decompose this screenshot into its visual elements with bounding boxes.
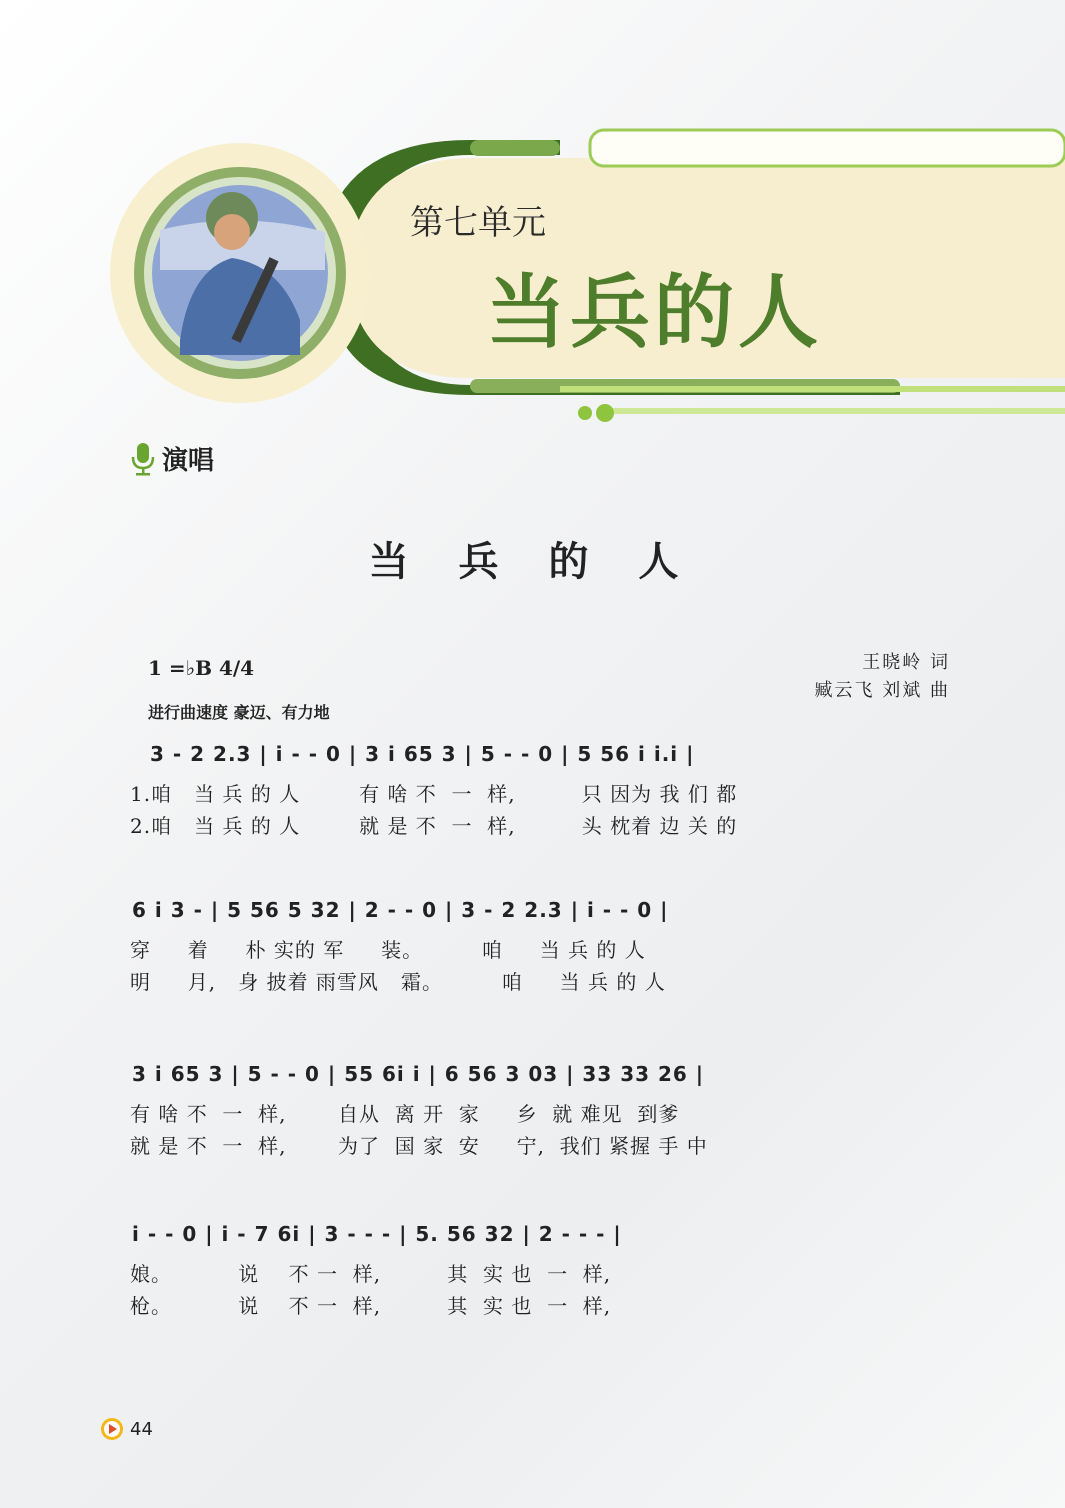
lyrics-line-2-verse-1: 穿 着 朴 实的 军 装。 咱 当 兵 的 人 bbox=[130, 938, 646, 962]
composer-credit: 臧云飞 刘斌 曲 bbox=[814, 680, 950, 701]
lyricist-credit: 王晓岭 词 bbox=[862, 652, 950, 673]
notation-line-2: 6 i 3 - | 5 56 5 32 | 2 - - 0 | 3 - 2 2.3 | i - - 0 | bbox=[132, 898, 669, 922]
unit-number: 第七单元 bbox=[410, 203, 546, 243]
lyrics-line-3-verse-1: 有 啥 不 一 样, 自从 离 开 家 乡 就 难见 到爹 bbox=[130, 1102, 680, 1126]
key-signature: 1 =♭B 4/4 bbox=[148, 656, 255, 680]
section-header bbox=[130, 440, 214, 477]
page-number: 44 bbox=[130, 1418, 153, 1440]
lyrics-line-1-verse-1: 1.咱 当 兵 的 人 有 啥 不 一 样, 只 因为 我 们 都 bbox=[130, 782, 738, 806]
notation-line-3: 3 i 65 3 | 5 - - 0 | 55 6i i | 6 56 3 03 | 33 33 26 | bbox=[132, 1062, 705, 1086]
lyrics-line-4-verse-1: 娘。 说 不 一 样, 其 实 也 一 样, bbox=[130, 1262, 612, 1286]
lyrics-line-3-verse-2: 就 是 不 一 样, 为了 国 家 安 宁, 我们 紧握 手 中 bbox=[130, 1134, 708, 1158]
play-icon bbox=[100, 1417, 124, 1441]
lyrics-line-4-verse-2: 枪。 说 不 一 样, 其 实 也 一 样, bbox=[130, 1294, 612, 1318]
lyrics-line-1-verse-2: 2.咱 当 兵 的 人 就 是 不 一 样, 头 枕着 边 关 的 bbox=[130, 814, 738, 838]
microphone-icon bbox=[130, 441, 156, 477]
lyrics-line-2-verse-2: 明 月, 身 披着 雨雪风 霜。 咱 当 兵 的 人 bbox=[130, 970, 666, 994]
notation-line-1: 3 - 2 2.3 | i - - 0 | 3 i 65 3 | 5 - - 0 | 5 56 i i.i | bbox=[150, 742, 695, 766]
page-footer bbox=[100, 1417, 153, 1441]
section-label: 演唱 bbox=[162, 446, 215, 476]
tempo-marking: 进行曲速度 豪迈、有力地 bbox=[148, 703, 330, 722]
notation-line-4: i - - 0 | i - 7 6i | 3 - - - | 5. 56 32 | 2 - - - | bbox=[132, 1222, 622, 1246]
song-title: 当 兵 的 人 bbox=[368, 539, 697, 585]
unit-title: 当兵的人 bbox=[486, 266, 822, 359]
